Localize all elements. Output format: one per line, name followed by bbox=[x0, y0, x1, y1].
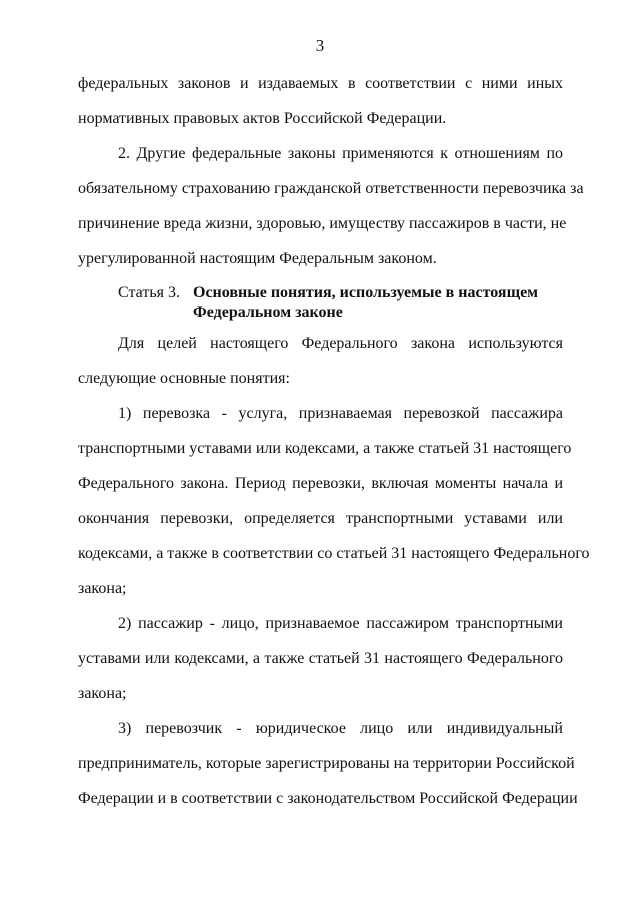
page-number: 3 bbox=[315, 36, 325, 55]
text-line: нормативных правовых актов Российской Федерации. bbox=[78, 110, 447, 127]
text-line: транспортными уставами или кодексами, а также статьей 31 настоящего bbox=[78, 440, 572, 457]
text-line: причинение вреда жизни, здоровью, имуществу пассажиров в части, не bbox=[78, 215, 567, 232]
article-heading: Основные понятия, используемые в настоящем bbox=[193, 284, 539, 301]
article-heading: Федеральном законе bbox=[193, 304, 343, 321]
text-line: уставами или кодексами, а также статьей 31 настоящего Федерального bbox=[78, 650, 563, 667]
text-line: обязательному страхованию гражданской ответственности перевозчика за bbox=[78, 180, 584, 197]
article-label: Статья 3. bbox=[118, 284, 180, 301]
text-line: закона; bbox=[78, 580, 127, 597]
text-line: окончания перевозки, определяется транспортными уставами или bbox=[78, 510, 563, 527]
text-line: 2. Другие федеральные законы применяются к отношениям по bbox=[118, 145, 563, 162]
text-line: следующие основные понятия: bbox=[78, 370, 290, 387]
text-line: Федерального закона. Период перевозки, включая моменты начала и bbox=[78, 475, 563, 492]
text-line: закона; bbox=[78, 685, 127, 702]
text-line: 1) перевозка - услуга, признаваемая перевозкой пассажира bbox=[118, 405, 563, 422]
text-line: кодексами, а также в соответствии со статьей 31 настоящего Федерального bbox=[78, 545, 590, 562]
text-line: предприниматель, которые зарегистрированы на территории Российской bbox=[78, 755, 575, 772]
text-line: урегулированной настоящим Федеральным законом. bbox=[78, 250, 437, 267]
text-line: Для целей настоящего Федерального закона используются bbox=[118, 335, 563, 352]
text-line: федеральных законов и издаваемых в соответствии с ними иных bbox=[78, 75, 563, 92]
text-line: Федерации и в соответствии с законодательством Российской Федерации bbox=[78, 790, 578, 807]
text-line: 3) перевозчик - юридическое лицо или индивидуальный bbox=[118, 720, 563, 737]
text-line: 2) пассажир - лицо, признаваемое пассажиром транспортными bbox=[118, 615, 563, 632]
